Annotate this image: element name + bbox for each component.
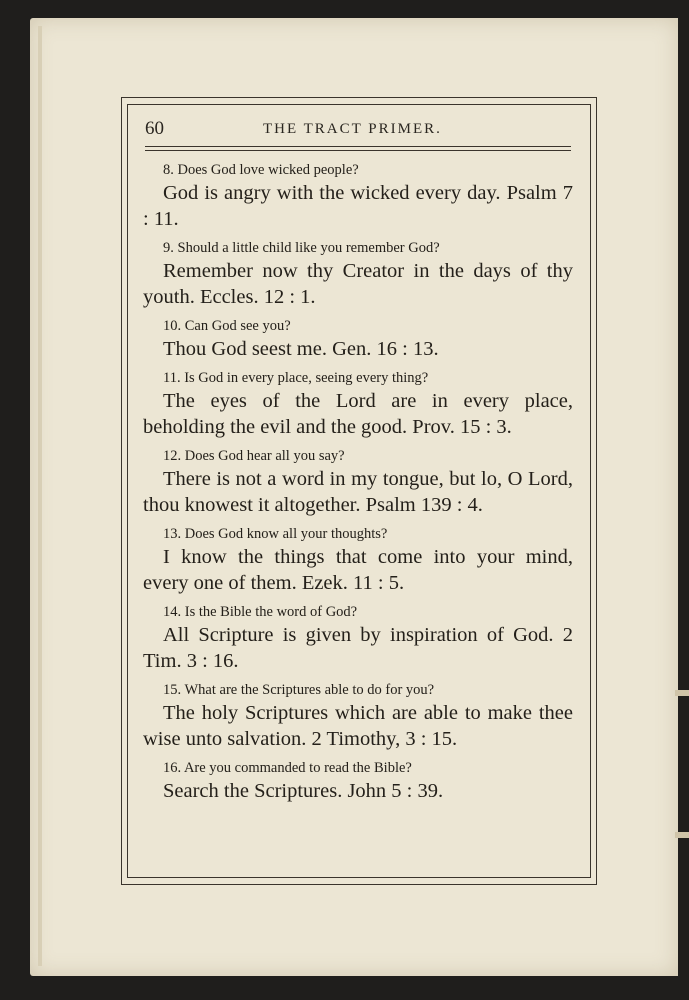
answer: I know the things that come into your mind, every one of them. Ezek. 11 : 5. xyxy=(143,546,573,594)
answer: All Scripture is given by inspiration of God. 2 Tim. 3 : 16. xyxy=(143,624,573,672)
catechism-text xyxy=(143,156,573,810)
answer: Search the Scriptures. John 5 : 39. xyxy=(163,780,444,802)
qa-item xyxy=(143,316,573,362)
qa-item xyxy=(143,238,573,310)
qa-item xyxy=(143,524,573,596)
qa-item xyxy=(143,446,573,518)
running-title: THE TRACT PRIMER. xyxy=(263,121,442,137)
question: 9. Should a little child like you remember God? xyxy=(163,240,440,256)
question: 8. Does God love wicked people? xyxy=(163,162,359,178)
qa-item xyxy=(143,160,573,232)
answer: God is angry with the wicked every day. Psalm 7 : 11. xyxy=(143,182,573,230)
binding-mark xyxy=(675,832,689,838)
page-header xyxy=(145,118,570,142)
qa-item xyxy=(143,680,573,752)
answer: The eyes of the Lord are in every place, beholding the evil and the good. Prov. 15 : 3. xyxy=(143,390,573,438)
page-number: 60 xyxy=(145,118,164,139)
answer: Remember now thy Creator in the days of thy youth. Eccles. 12 : 1. xyxy=(143,260,573,308)
question: 10. Can God see you? xyxy=(163,318,291,334)
answer: There is not a word in my tongue, but lo, O Lord, thou knowest it altogether. Psalm 139 : 4. xyxy=(143,468,573,516)
question: 12. Does God hear all you say? xyxy=(163,448,345,464)
page-edge xyxy=(38,26,42,966)
header-rule xyxy=(145,146,571,147)
question: 16. Are you commanded to read the Bible? xyxy=(163,760,412,776)
question: 11. Is God in every place, seeing every thing? xyxy=(163,370,429,386)
question: 15. What are the Scriptures able to do for you? xyxy=(163,682,435,698)
question: 14. Is the Bible the word of God? xyxy=(163,604,358,620)
question: 13. Does God know all your thoughts? xyxy=(163,526,388,542)
answer: Thou God seest me. Gen. 16 : 13. xyxy=(163,338,439,360)
binding-mark xyxy=(675,690,689,696)
qa-item xyxy=(143,758,573,804)
header-rule xyxy=(145,150,571,151)
answer: The holy Scriptures which are able to make thee wise unto salvation. 2 Timothy, 3 : 15. xyxy=(143,702,573,750)
qa-item xyxy=(143,368,573,440)
qa-item xyxy=(143,602,573,674)
